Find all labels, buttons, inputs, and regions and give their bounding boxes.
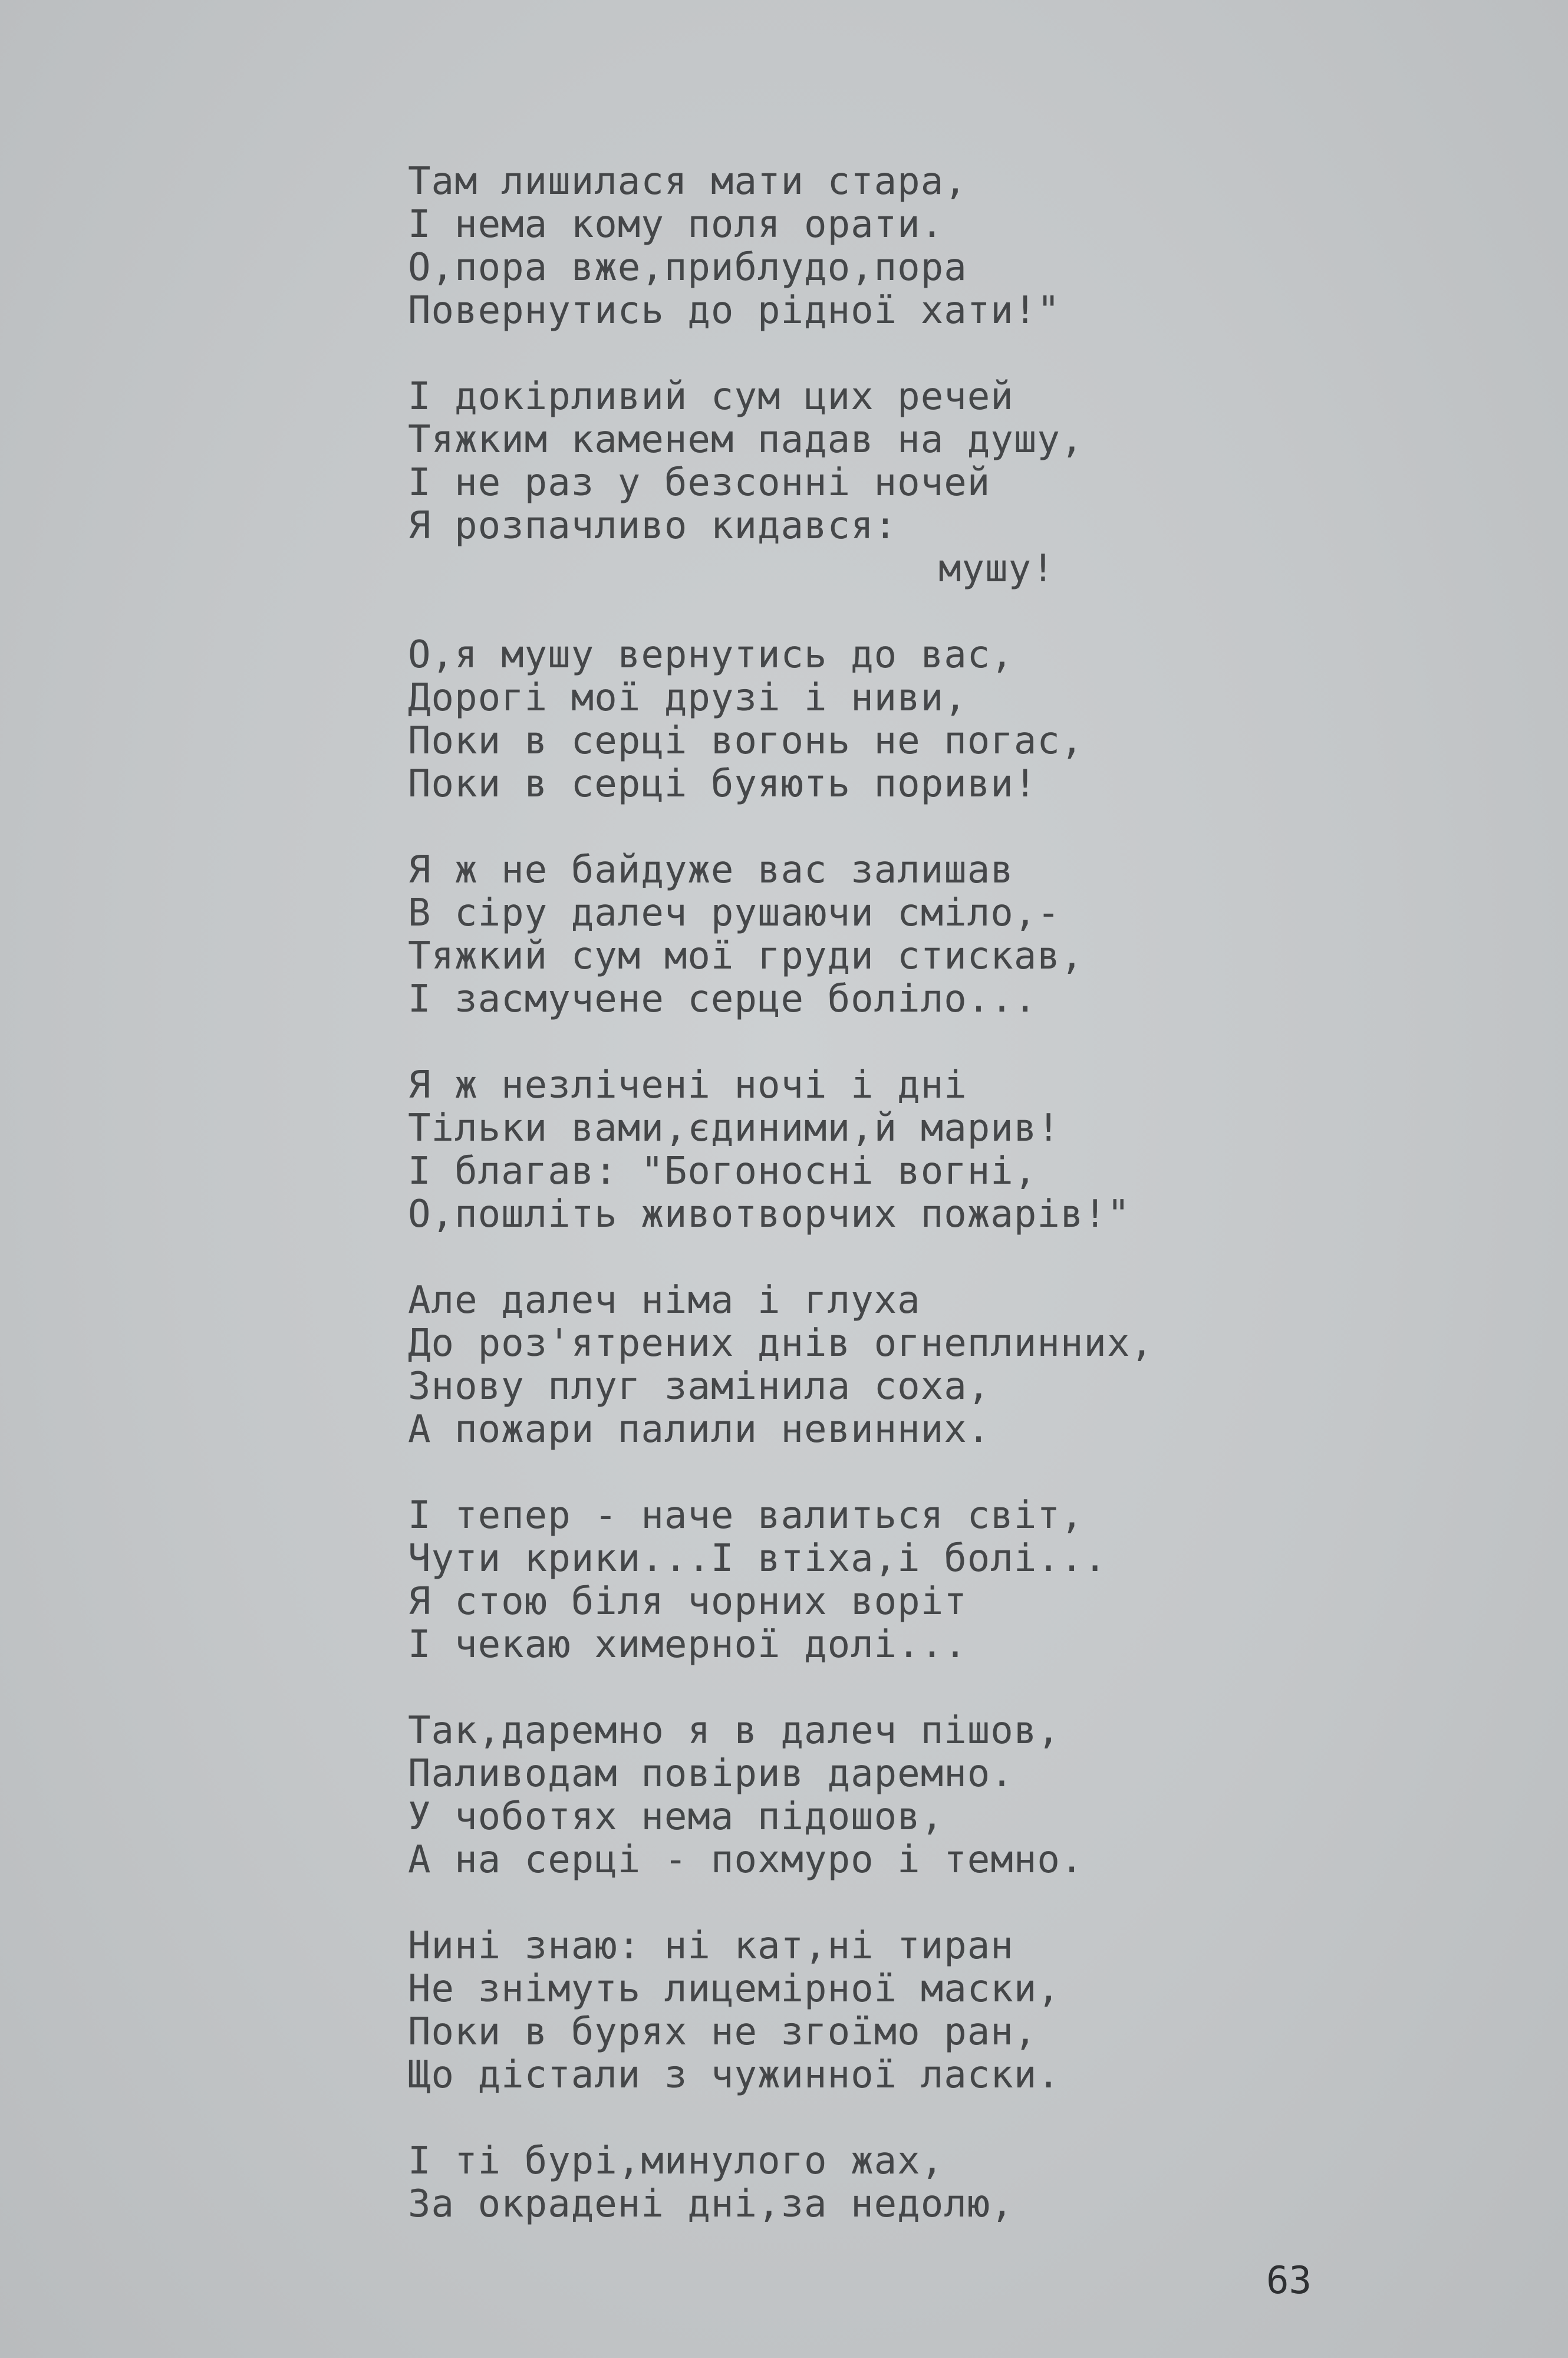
poem-line: О,я мушу вернутись до вас,: [408, 633, 1014, 677]
poem-line: Що дістали з чужинної ласки.: [408, 2053, 1060, 2097]
poem-line: І нема кому поля орати.: [408, 203, 944, 246]
poem-line: Поки в серці буяють пориви!: [408, 762, 1037, 806]
poem-line: У чоботях нема підошов,: [408, 1795, 944, 1839]
poem-line: О,пора вже,приблудо,пора: [408, 246, 967, 289]
stanza: [408, 849, 1292, 1021]
poem-line: Нині знаю: ні кат,ні тиран: [408, 1924, 1014, 1968]
poem-text: [408, 160, 1292, 2269]
poem-line: Там лишилася мати стара,: [408, 160, 967, 203]
stanza: [408, 1279, 1292, 1451]
poem-line: Тяжким каменем падав на душу,: [408, 418, 1084, 462]
stanza: [408, 1710, 1292, 1882]
stanza: [408, 2140, 1292, 2226]
page-number: 63: [1266, 2259, 1312, 2303]
poem-line: Але далеч німа і глуха: [408, 1279, 921, 1322]
poem-line: А на серці - похмуро і темно.: [408, 1838, 1084, 1882]
poem-line: І тепер - наче валиться світ,: [408, 1494, 1084, 1537]
poem-line: Дорогі мої друзі і ниви,: [408, 676, 967, 720]
poem-line: Тільки вами,єдиними,й марив!: [408, 1106, 1060, 1150]
poem-line: О,пошліть животворчих пожарів!": [408, 1193, 1131, 1236]
poem-line: І чекаю химерної долі...: [408, 1623, 967, 1667]
stanza: [408, 376, 1292, 591]
stanza: [408, 634, 1292, 806]
poem-line: Знову плуг замінила соха,: [408, 1365, 991, 1408]
poem-line: Тяжкий сум мої груди стискав,: [408, 934, 1084, 978]
poem-line: Я ж незлічені ночі і дні: [408, 1063, 967, 1107]
poem-line: Чути крики...І втіха,і болі...: [408, 1537, 1107, 1580]
poem-line: мушу!: [938, 547, 1055, 591]
stanza: [408, 1064, 1292, 1236]
poem-line: Так,даремно я в далеч пішов,: [408, 1709, 1060, 1753]
poem-line: І благав: "Богоносні вогні,: [408, 1150, 1037, 1193]
poem-line: Паливодам повірив даремно.: [408, 1752, 1014, 1796]
poem-line: І не раз у безсонні ночей: [408, 461, 991, 505]
poem-line: А пожари палили невинних.: [408, 1408, 991, 1451]
poem-line: І докірливий сум цих речей: [408, 375, 1014, 419]
stanza: [408, 160, 1292, 332]
poem-line: За окрадені дні,за недолю,: [408, 2182, 1014, 2226]
poem-line: В сіру далеч рушаючи сміло,-: [408, 891, 1060, 935]
poem-line: Поки в бурях не згоїмо ран,: [408, 2010, 1037, 2054]
poem-line: Я розпачливо кидався:: [408, 504, 898, 548]
poem-line: До роз'ятрених днів огнеплинних,: [408, 1322, 1154, 1365]
poem-line: Я стою біля чорних воріт: [408, 1580, 967, 1623]
poem-line: І засмучене серце боліло...: [408, 977, 1037, 1021]
poem-line: Не знімуть лицемірної маски,: [408, 1967, 1060, 2011]
poem-line: І ті бурі,минулого жах,: [408, 2139, 944, 2183]
poem-line: Я ж не байдуже вас залишав: [408, 848, 1014, 892]
stanza: [408, 1494, 1292, 1667]
poem-line: Поки в серці вогонь не погас,: [408, 719, 1084, 763]
stanza: [408, 1925, 1292, 2097]
poem-line: Повернутись до рідної хати!": [408, 289, 1060, 332]
